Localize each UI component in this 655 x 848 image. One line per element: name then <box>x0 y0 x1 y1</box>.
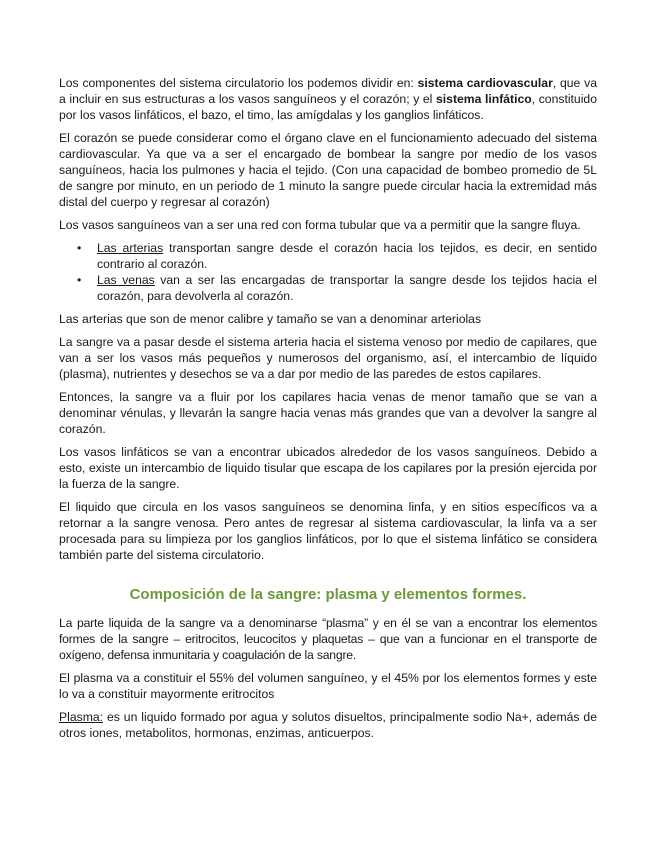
term-cardiovascular: sistema cardiovascular <box>417 76 553 90</box>
bullet-icon: • <box>77 273 82 287</box>
paragraph-plasma-volume: El plasma va a constituir el 55% del volumen sanguíneo, y el 45% por los elementos formes y este lo va a constituir mayormente eritrocitos <box>59 671 597 701</box>
vessel-list <box>59 240 597 304</box>
term-veins: Las venas <box>97 273 155 287</box>
text: es un liquido formado por agua y solutos disueltos, principalmente sodio Na+, además de otros iones, metabolitos, hormonas, enzimas, anticuerpos. <box>59 710 597 740</box>
paragraph-components <box>59 75 597 123</box>
list-item <box>59 272 597 304</box>
text: , constituido por los vasos linfáticos, el bazo, el timo, las amígdalas y los ganglios linfáticos. <box>59 92 597 122</box>
list-item <box>59 240 597 272</box>
paragraph-heart: El corazón se puede considerar como el órgano clave en el funcionamiento adecuado del sistema cardiovascular. Ya que va a ser el encargado de bombear la sangre por medio de los vasos sanguíneos, hacia los pulmones y hacia el tejido. (Con una capacidad de bombeo promedio de 5L de sangre por minuto, en un periodo de 1 minuto la sangre puede circular hacia la extremidad más distal del cuerpo y regresar al corazón) <box>59 131 597 209</box>
text: van a ser las encargadas de transportar la sangre desde los tejidos hacia el corazón, para devolverla al corazón. <box>97 273 597 303</box>
paragraph-plasma-intro: La parte liquida de la sangre va a denominarse “plasma” y en él se van a encontrar los elementos formes de la sangre – eritrocitos, leucocitos y plaquetas – que van a funcionar en el transporte de oxígeno, defensa inmunitaria y coagulación de la sangre. <box>59 616 597 662</box>
document-page <box>59 75 597 748</box>
paragraph-capillaries: La sangre va a pasar desde el sistema arteria hacia el sistema venoso por medio de capilares, que van a ser los vasos más pequeños y numerosos del organismo, así, el intercambio de líquido (plasma), nutrientes y desechos se va a dar por medio de las paredes de estos capilares. <box>59 335 597 381</box>
paragraph-plasma-definition <box>59 709 597 741</box>
paragraph-lymph: El liquido que circula en los vasos sanguíneos se denomina linfa, y en sitios específicos va a retornar a la sangre venosa. Pero antes de regresar al sistema cardiovascular, la linfa va a ser procesada para su limpieza por los ganglios linfáticos, por lo que el sistema linfático se considera también parte del sistema circulatorio. <box>59 500 597 562</box>
paragraph-vessels: Los vasos sanguíneos van a ser una red con forma tubular que va a permitir que la sangre fluya. <box>59 218 581 232</box>
term-lymphatic: sistema linfático <box>436 92 532 106</box>
paragraph-venules: Entonces, la sangre va a fluir por los capilares hacia venas de menor tamaño que se van a denominar vénulas, y llevarán la sangre hacia venas más grandes que van a devolver la sangre al corazón. <box>59 390 597 436</box>
bullet-icon: • <box>77 241 82 255</box>
paragraph-lymph-vessels: Los vasos linfáticos se van a encontrar ubicados alrededor de los vasos sanguíneos. Debido a esto, existe un intercambio de liquido tisular que escapa de los capilares por la presión ejercida por la fuerza de la sangre. <box>59 445 597 491</box>
text: , que va a incluir en sus estructuras a los vasos sanguíneos y el corazón; y el <box>59 76 597 106</box>
term-arteries: Las arterias <box>97 241 164 255</box>
text: transportan sangre desde el corazón hacia los tejidos, es decir, en sentido contrario al corazón. <box>97 241 597 271</box>
paragraph-arterioles: Las arterias que son de menor calibre y tamaño se van a denominar arteriolas <box>59 312 482 326</box>
term-plasma: Plasma: <box>59 710 104 724</box>
text: Los componentes del sistema circulatorio los podemos dividir en: <box>59 76 418 90</box>
section-heading: Composición de la sangre: plasma y elementos formes. <box>129 586 527 603</box>
